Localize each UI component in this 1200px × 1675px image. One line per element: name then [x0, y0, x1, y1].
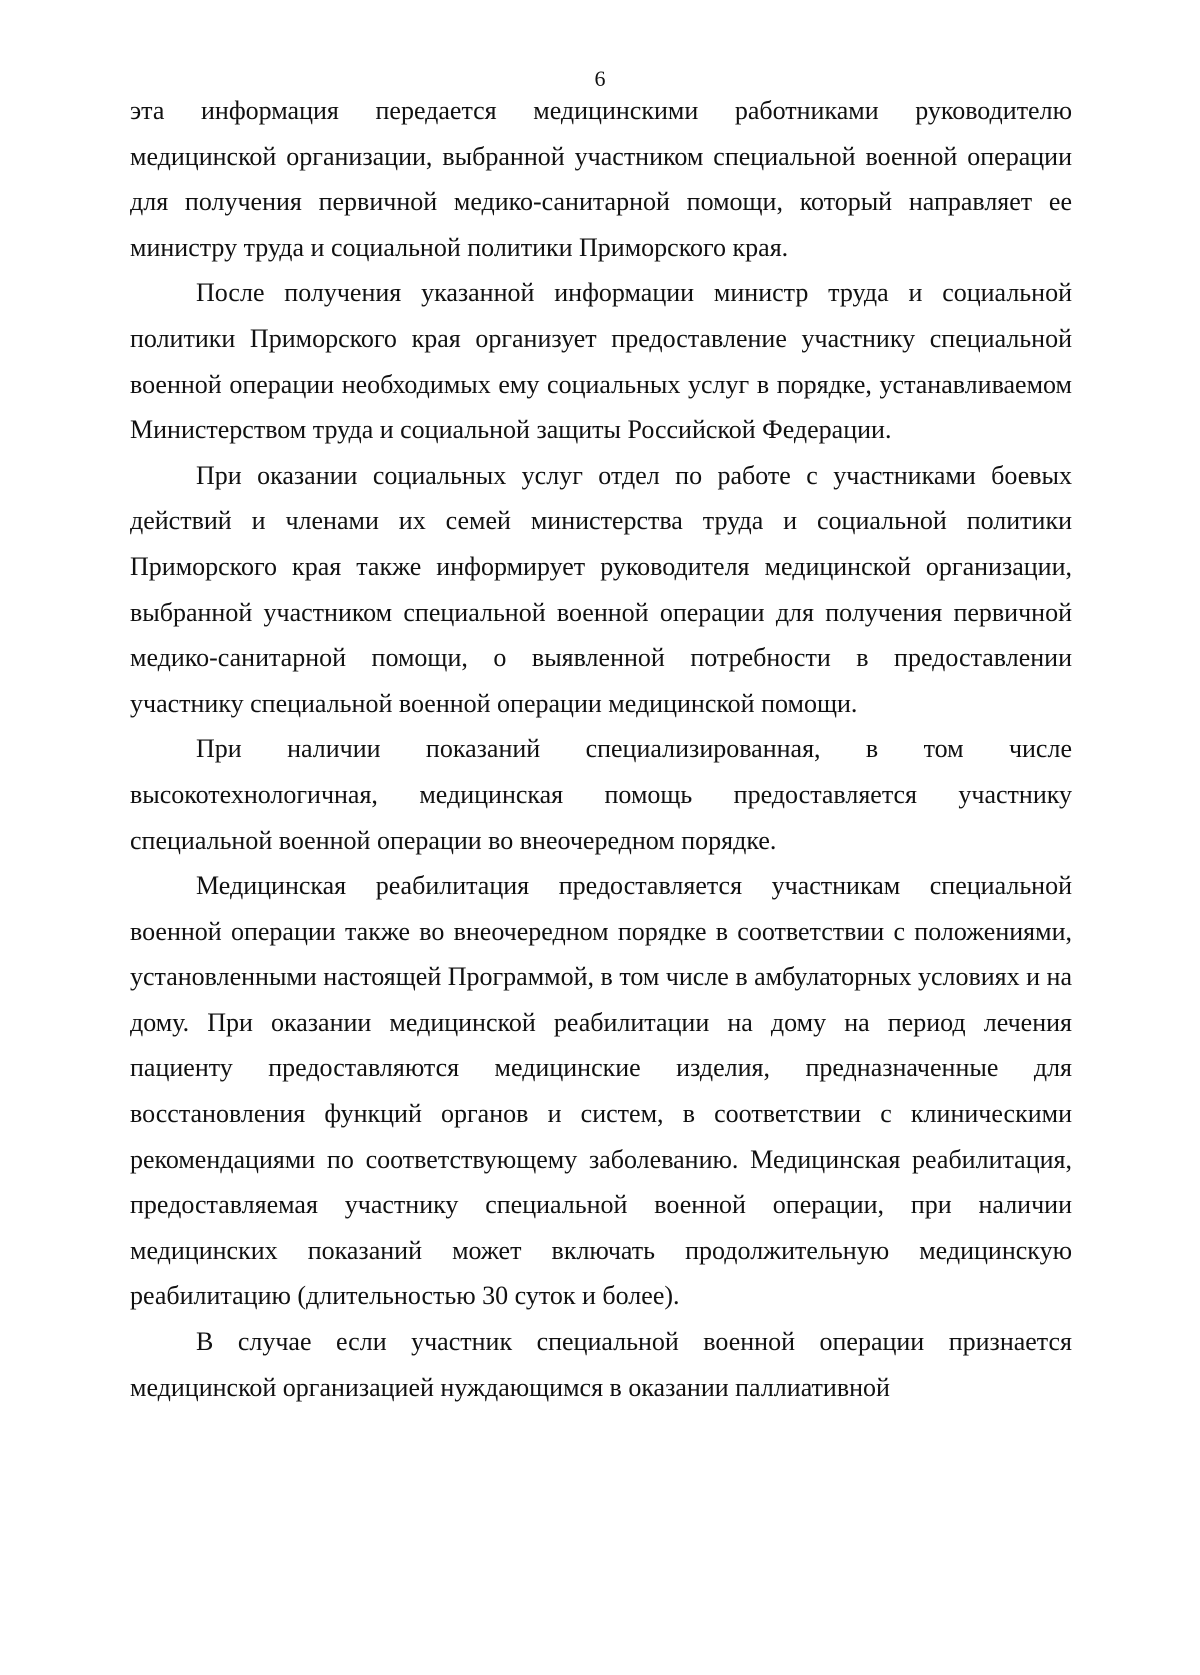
paragraph-continuation: эта информация передается медицинскими работниками руководителю медицинской организации, выбранной участником специальной военной операции для получения первичной медико-санитарной помощи, который направляет ее министру труда и социальной политики Приморского края.: [130, 96, 1072, 262]
document-body: [130, 88, 1072, 1410]
paragraph-department-informs: При оказании социальных услуг отдел по работе с участниками боевых действий и членами их семей министерства труда и социальной политики Приморского края также информирует руководителя медицинской организации, выбранной участником специальной военной операции для получения первичной медико-санитарной помощи, о выявленной потребности в предоставлении участнику специальной военной операции медицинской помощи.: [130, 460, 1072, 718]
page-number: 6: [594, 66, 606, 91]
paragraph-rehabilitation: Медицинская реабилитация предоставляется участникам специальной военной операции также во внеочередном порядке в соответствии с положениями, установленными настоящей Программой, в том числе в амбулаторных условиях и на дому. При оказании медицинской реабилитации на дому на период лечения пациенту предоставляются медицинские изделия, предназначенные для восстановления функций органов и систем, в соответствии с клиническими рекомендациями по соответствующему заболеванию. Медицинская реабилитация, предоставляемая участнику специальной военной операции, при наличии медицинских показаний может включать продолжительную медицинскую реабилитацию (длительностью 30 суток и более).: [130, 871, 1072, 1311]
paragraph-specialized-care: При наличии показаний специализированная, в том числе высокотехнологичная, медицинская помощь предоставляется участнику специальной военной операции во внеочередном порядке.: [130, 734, 1072, 855]
paragraph-social-services: После получения указанной информации министр труда и социальной политики Приморского края организует предоставление участнику специальной военной операции необходимых ему социальных услуг в порядке, устанавливаемом Министерством труда и социальной защиты Российской Федерации.: [130, 278, 1072, 445]
paragraph-palliative: В случае если участник специальной военной операции признается медицинской организацией нуждающимся в оказании паллиативной: [130, 1327, 1072, 1402]
